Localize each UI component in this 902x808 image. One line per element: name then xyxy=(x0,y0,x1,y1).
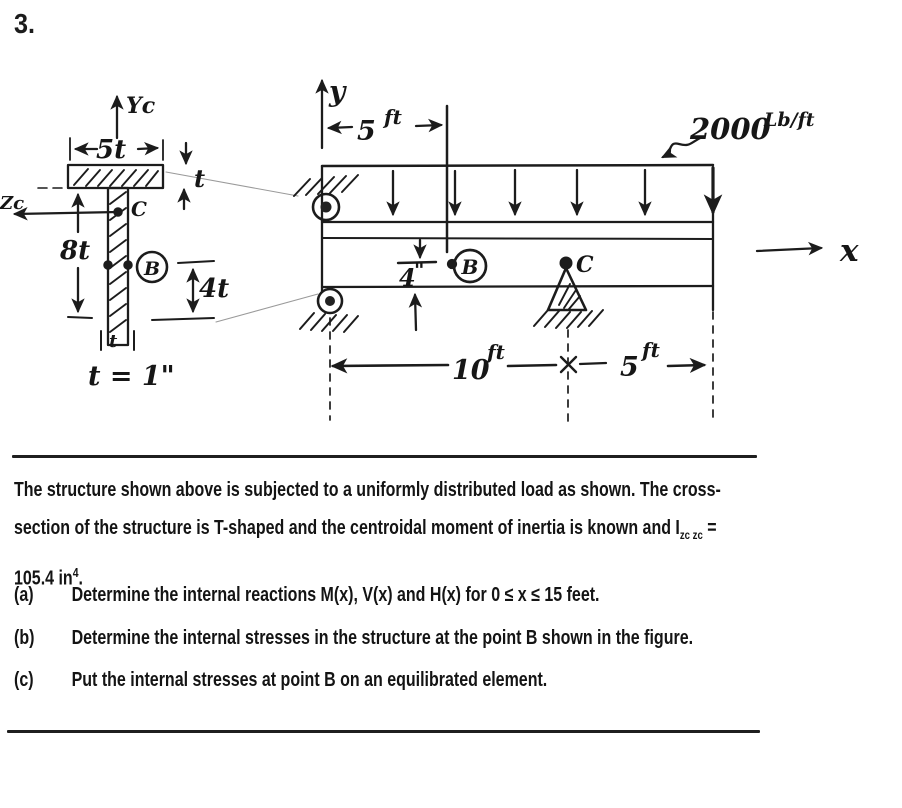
span-dim-unit: ft xyxy=(487,340,505,364)
support-c-label: C xyxy=(576,252,594,278)
item-b-text: Determine the internal stresses in the structure at the point B shown in the figure. xyxy=(71,627,694,649)
depth-dim-value: 4 xyxy=(399,263,416,292)
bottom-dimensions xyxy=(330,312,713,424)
statement-line-1: The structure shown above is subjected to a uniformly distributed load as shown. The cross- xyxy=(14,479,721,501)
pin-support-top xyxy=(313,194,339,220)
x-axis-arrow xyxy=(757,248,821,251)
overhang-dim-value: 5 xyxy=(620,352,639,383)
point-b-label: B xyxy=(143,258,161,280)
load-value: 2000 xyxy=(690,112,771,146)
ground-hatching-left xyxy=(300,313,358,332)
distributed-load xyxy=(322,165,713,214)
beam-outline xyxy=(322,166,713,310)
y-axis-label: y xyxy=(329,75,346,108)
depth-dim-unit: " xyxy=(414,258,425,282)
thickness-note: t = 1" xyxy=(88,361,175,392)
beam-point-b-label: B xyxy=(461,255,479,279)
yc-axis-label: Yc xyxy=(126,93,156,119)
web-bottom-thickness-label: t xyxy=(109,331,118,352)
problem-statement xyxy=(14,472,898,598)
flange-hatching xyxy=(74,169,158,186)
item-c xyxy=(14,669,547,692)
point-b-dot-left xyxy=(104,261,111,268)
flange-thickness-label: t xyxy=(194,164,206,193)
zc-axis-arrow xyxy=(15,212,118,214)
item-c-text: Put the internal stresses at point B on an equilibrated element. xyxy=(71,669,548,691)
inertia-subscript: zc zc xyxy=(679,527,703,542)
statement-line-3: 105.4 $in^4$. xyxy=(14,565,83,590)
t-section-flange xyxy=(68,165,163,188)
inertia-exponent: 4 xyxy=(72,565,79,580)
item-a-label: (a) xyxy=(14,584,34,606)
item-c-label: (c) xyxy=(14,669,34,691)
centroid-label: C xyxy=(131,197,147,221)
top-dim-unit: ft xyxy=(384,105,402,129)
item-a-text: Determine the internal reactions M(x), V(x) and H(x) for 0 ≤ x ≤ 15 feet. xyxy=(71,584,600,606)
web-height-label: 8t xyxy=(60,236,91,266)
pin-support-bottom xyxy=(318,289,342,313)
point-b-dot-right xyxy=(124,261,131,268)
top-dim-value: 5 xyxy=(357,116,376,147)
item-b xyxy=(14,627,693,650)
zc-axis-label: Zc xyxy=(0,193,25,214)
flange-width-label: 5t xyxy=(96,135,127,165)
ground-hatching-c xyxy=(534,310,603,328)
b-offset-label: 4t xyxy=(199,274,230,304)
statement-line-2: section of the structure is T-shaped and the centroidal moment of inertia is known and $I_{zc zc}$ = xyxy=(14,516,717,542)
t-section xyxy=(15,97,318,350)
centroid-dot xyxy=(114,208,121,215)
separator-line-top xyxy=(12,455,757,458)
x-axis-label: x xyxy=(840,233,859,269)
span-dim-value: 10 xyxy=(452,355,490,386)
support-c-hatching xyxy=(559,284,580,309)
separator-line-bottom xyxy=(7,730,760,733)
overhang-dim-unit: ft xyxy=(642,338,660,362)
item-a xyxy=(14,584,600,607)
problem-number: 3. xyxy=(14,8,36,39)
load-unit: Lb/ft xyxy=(764,109,815,131)
item-b-label: (b) xyxy=(14,627,35,649)
